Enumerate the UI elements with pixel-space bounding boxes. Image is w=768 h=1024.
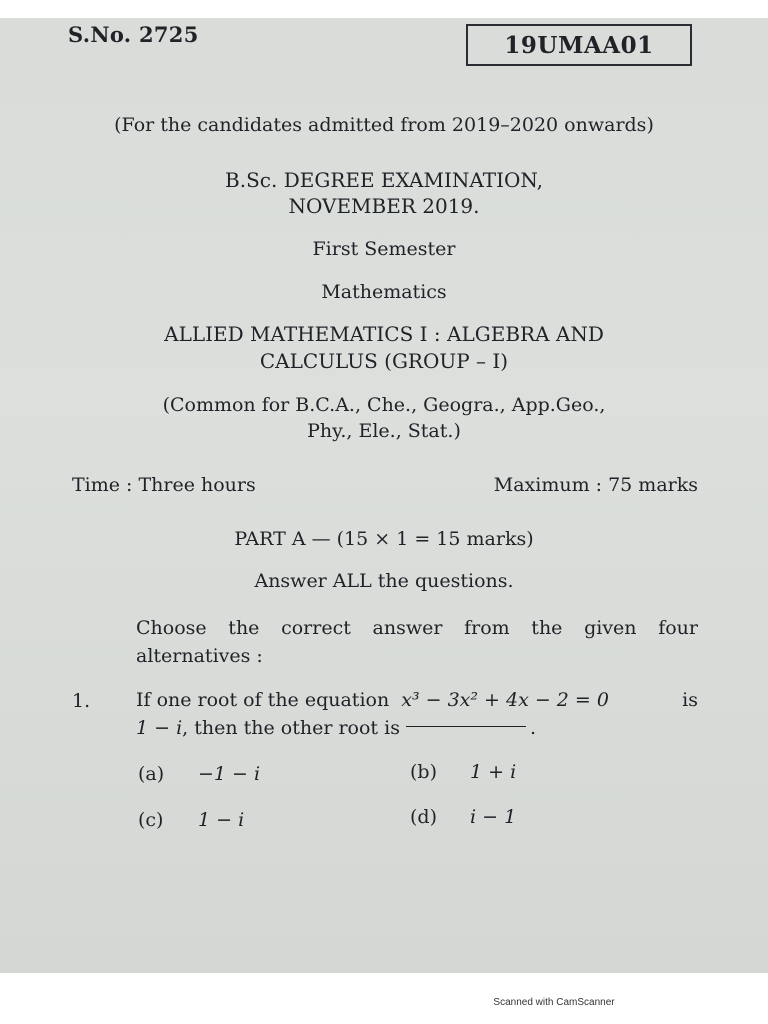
question-text xyxy=(136,686,698,742)
option-b xyxy=(410,761,516,783)
admission-note: (For the candidates admitted from 2019–2020 onwards) xyxy=(114,114,654,136)
option-value: −1 − i xyxy=(198,763,261,785)
option-label: (c) xyxy=(138,809,164,831)
exam-title-line2: NOVEMBER 2019. xyxy=(288,194,480,218)
paper-title-line2: CALCULUS (GROUP – I) xyxy=(259,349,509,373)
choose-instruction: Choose the correct answer from the given four alternatives : xyxy=(136,617,698,667)
exam-time: Time : Three hours xyxy=(72,474,256,496)
option-label: (a) xyxy=(138,763,165,785)
answer-blank xyxy=(406,726,526,727)
option-label: (d) xyxy=(410,806,437,828)
time-marks-row xyxy=(72,474,698,496)
question-end: . xyxy=(529,717,536,739)
option-d xyxy=(410,806,516,828)
question-root: 1 − i xyxy=(136,717,183,739)
question-text-before: If one root of the equation xyxy=(136,689,390,711)
subject: Mathematics xyxy=(321,281,447,303)
scanner-footer: Scanned with CamScanner xyxy=(493,997,615,1008)
part-a-instruction: Answer ALL the questions. xyxy=(254,570,514,592)
option-value: 1 − i xyxy=(198,809,245,831)
paper-title-line1: ALLIED MATHEMATICS I : ALGEBRA AND xyxy=(164,322,604,346)
question-equation: x³ − 3x² + 4x − 2 = 0 xyxy=(401,689,609,711)
option-value: i − 1 xyxy=(470,806,517,828)
serial-number: S.No. 2725 xyxy=(68,22,199,47)
paper-code: 19UMAA01 xyxy=(504,31,654,59)
question-text-after: , then the other root is xyxy=(182,717,400,739)
option-a xyxy=(138,763,260,785)
option-c xyxy=(138,809,244,831)
question-text-is: is xyxy=(682,689,698,711)
exam-paper xyxy=(0,18,768,973)
paper-code-box xyxy=(466,24,692,66)
common-for-line1: (Common for B.C.A., Che., Geogra., App.Geo., xyxy=(162,394,606,416)
option-value: 1 + i xyxy=(470,761,517,783)
question-number: 1. xyxy=(72,690,91,712)
semester: First Semester xyxy=(312,238,456,260)
part-a-heading: PART A — (15 × 1 = 15 marks) xyxy=(234,528,534,550)
option-label: (b) xyxy=(410,761,437,783)
maximum-marks: Maximum : 75 marks xyxy=(493,474,698,496)
common-for-line2: Phy., Ele., Stat.) xyxy=(307,420,461,442)
exam-title-line1: B.Sc. DEGREE EXAMINATION, xyxy=(225,168,543,192)
